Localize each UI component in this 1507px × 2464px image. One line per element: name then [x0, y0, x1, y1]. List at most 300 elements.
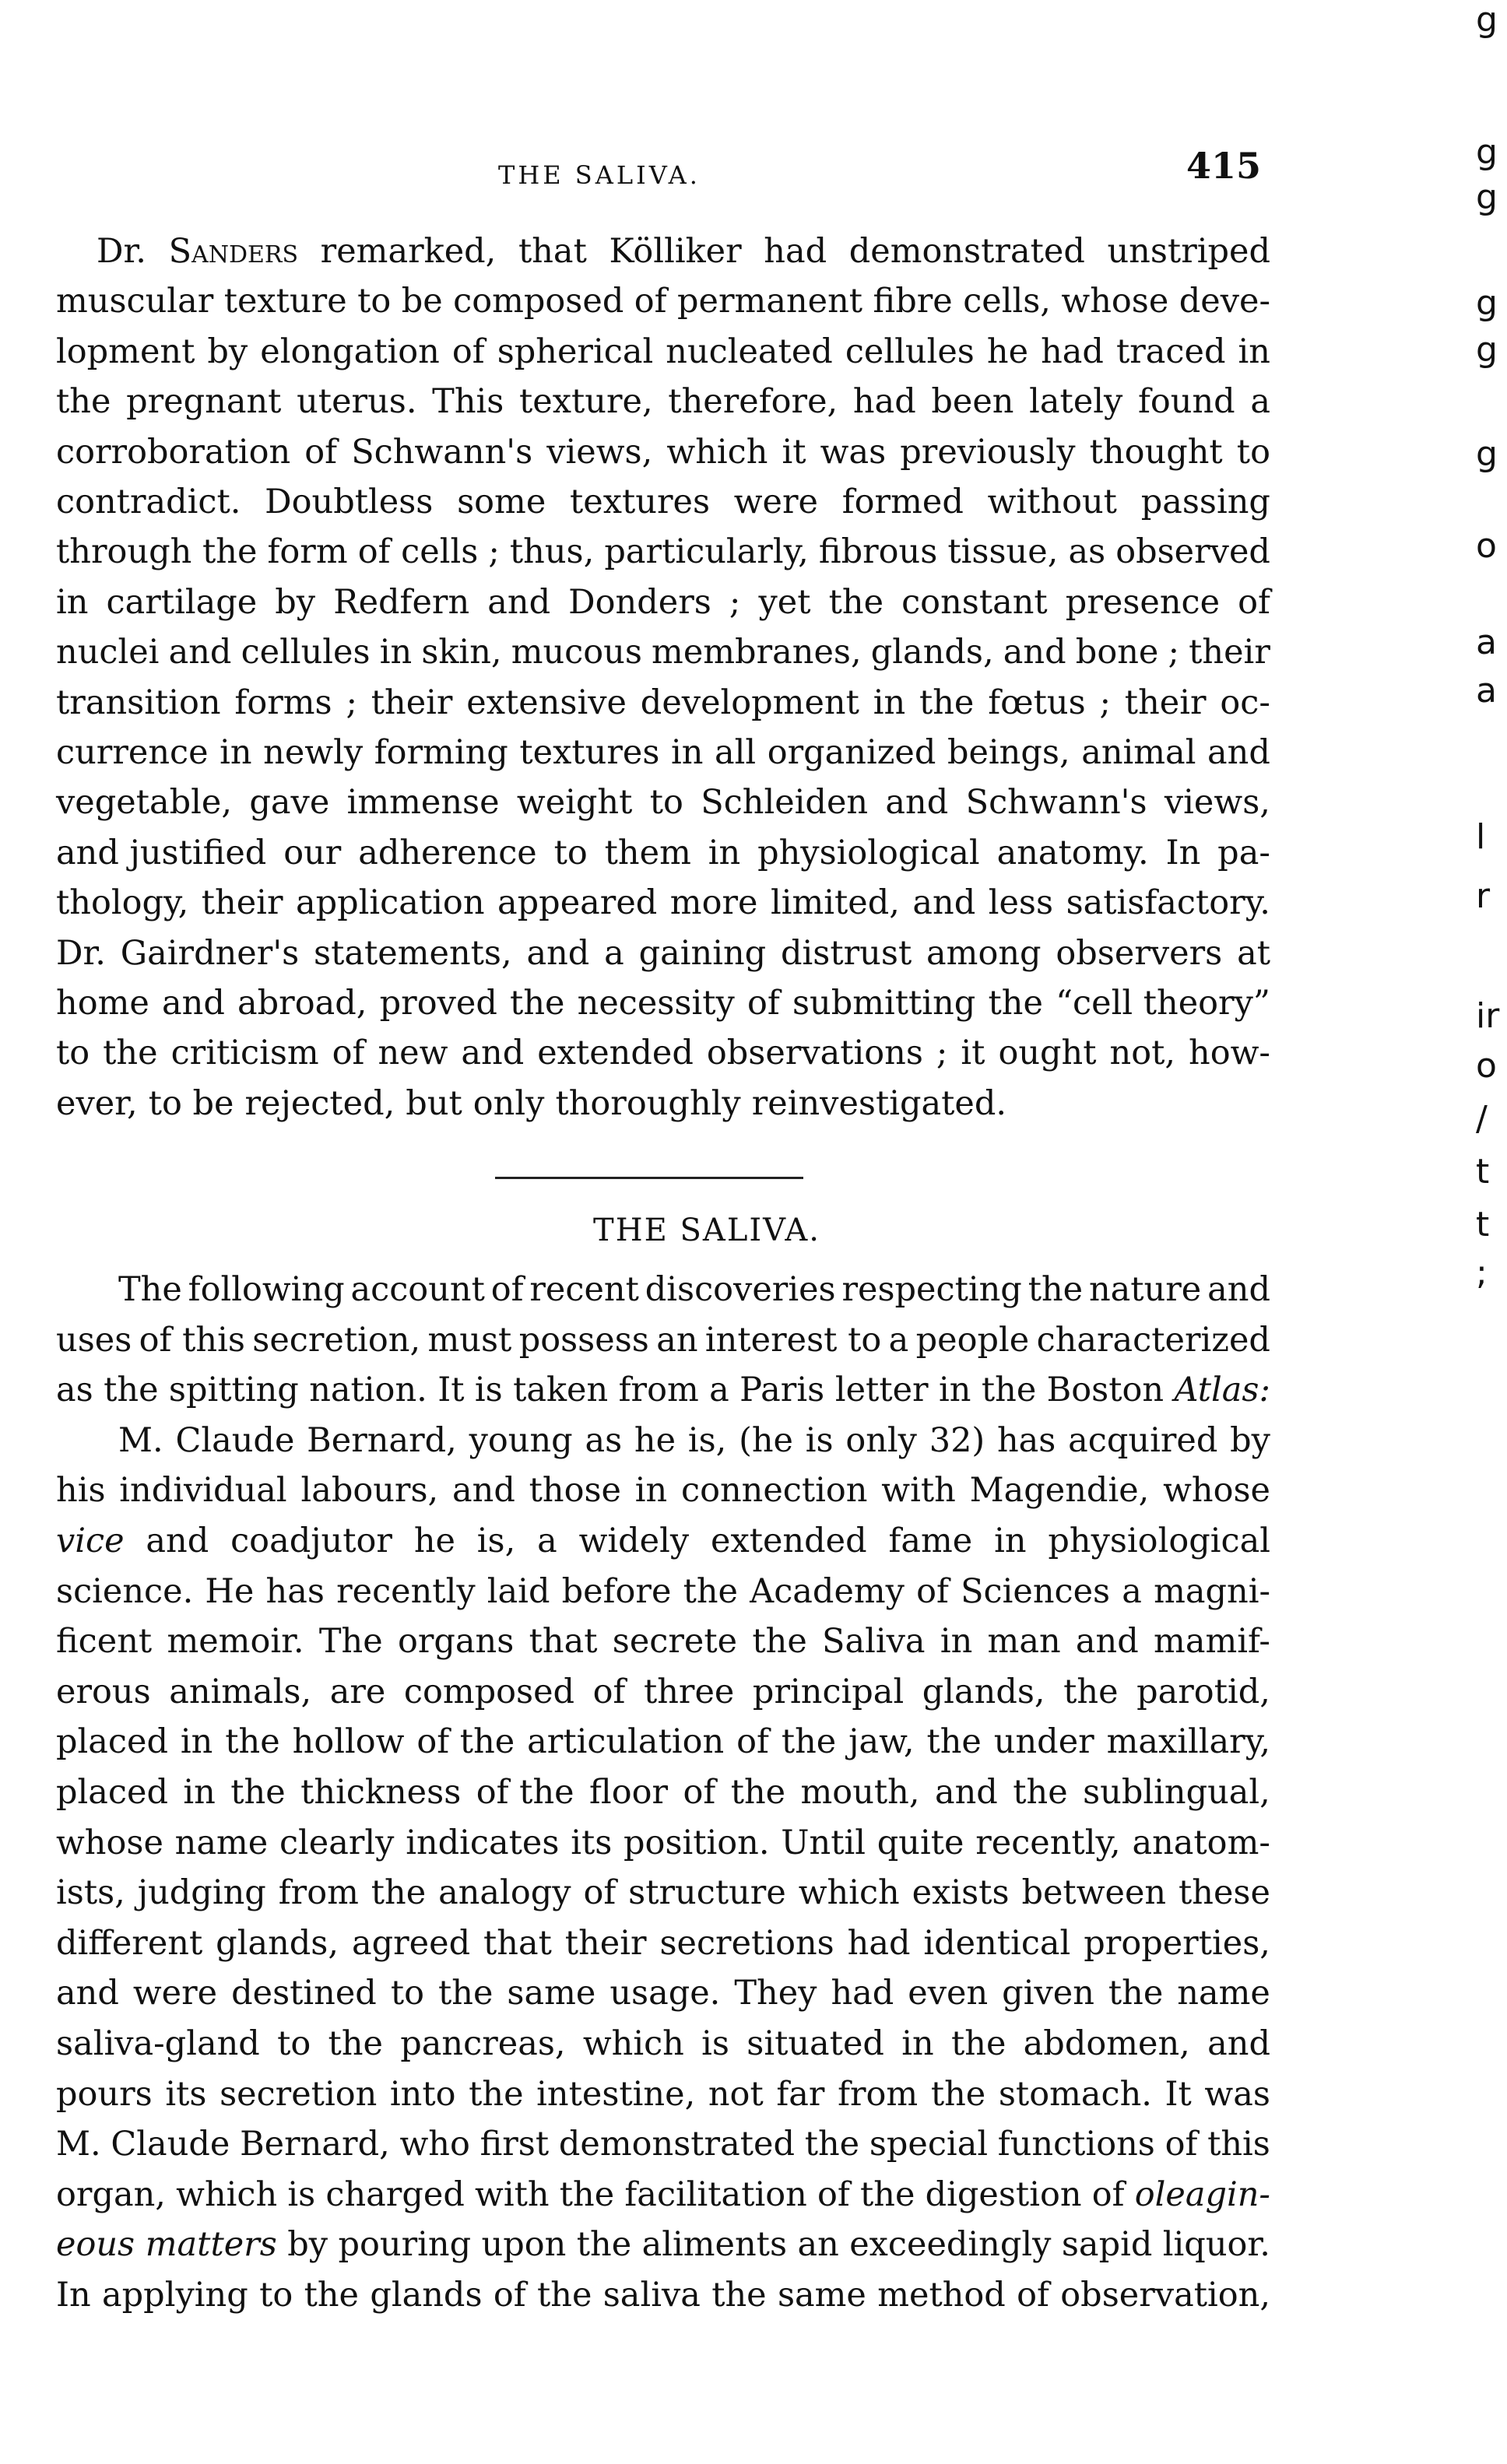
- word: ficent: [56, 1622, 153, 1662]
- word: of: [736, 1722, 769, 1762]
- word: application: [295, 883, 485, 923]
- word: elongation: [260, 332, 440, 371]
- word: was: [820, 432, 887, 472]
- word: their: [564, 1923, 647, 1963]
- word: of cells: [357, 532, 479, 572]
- text-line: [56, 2120, 1270, 2168]
- word: mucous: [511, 633, 642, 672]
- word: Claude: [175, 1420, 295, 1460]
- word: ever,: [56, 1083, 138, 1123]
- word: Schwann's: [965, 783, 1147, 823]
- word: therefore,: [668, 382, 838, 422]
- word: the: [752, 1622, 807, 1662]
- word: In: [1165, 833, 1201, 872]
- text-line: [56, 728, 1270, 777]
- word: was: [1204, 2074, 1270, 2114]
- text-line: [97, 227, 1270, 276]
- word: pregnant: [126, 382, 282, 422]
- word: contradict.: [56, 483, 241, 521]
- word: those: [529, 1471, 622, 1511]
- word: saliva-gland: [56, 2024, 260, 2063]
- word: in: [180, 1722, 213, 1762]
- text-line: [56, 1079, 1270, 1128]
- word: nuclei: [56, 633, 160, 672]
- word: physiological: [1048, 1522, 1270, 1560]
- word: which: [666, 432, 768, 472]
- word: and: [1003, 633, 1066, 672]
- word: acquired: [1068, 1420, 1218, 1460]
- word: the: [56, 382, 111, 422]
- word: organized: [767, 733, 936, 772]
- word: of: [683, 1773, 716, 1812]
- word: criticism: [170, 1034, 319, 1073]
- word: the: [860, 2174, 915, 2214]
- word: ought: [998, 1034, 1097, 1073]
- word: same: [507, 1974, 596, 2013]
- word: Sanders: [168, 232, 299, 271]
- word: the: [926, 1722, 982, 1762]
- word: intestine,: [536, 2074, 696, 2114]
- word: these: [1179, 1873, 1270, 1913]
- word: had: [764, 232, 827, 271]
- word: the: [730, 1773, 786, 1812]
- word: of: [304, 432, 338, 472]
- word: the: [469, 2074, 524, 2114]
- word: charged: [325, 2174, 465, 2214]
- word: jaw,: [848, 1722, 915, 1762]
- word: the: [988, 984, 1043, 1023]
- word: weight: [516, 783, 633, 823]
- word: floor: [589, 1773, 669, 1812]
- word: the: [1013, 1773, 1068, 1812]
- word: extended: [537, 1034, 694, 1073]
- margin-letter: o: [1476, 1046, 1497, 1086]
- word: texture: [223, 282, 347, 321]
- word: indicates: [406, 1823, 560, 1862]
- word: pours: [56, 2074, 153, 2114]
- word: Claude: [111, 2125, 230, 2164]
- word: as: [1068, 532, 1106, 572]
- word: the: [559, 2174, 615, 2214]
- word: Academy: [750, 1571, 905, 1611]
- word: vegetable,: [56, 783, 233, 823]
- word: to: [56, 1034, 90, 1073]
- word: is: [701, 2024, 729, 2063]
- word: Bernard,: [240, 2125, 390, 2164]
- word: fibrous: [818, 532, 938, 572]
- word: rejected,: [244, 1083, 395, 1123]
- word: but: [406, 1083, 462, 1123]
- word: whose: [1163, 1471, 1270, 1511]
- word: that: [483, 1923, 552, 1963]
- word: and: [912, 883, 976, 923]
- word: transition: [56, 683, 221, 722]
- word: (he: [739, 1420, 793, 1460]
- word: at: [1237, 933, 1270, 973]
- word: abdomen,: [1023, 2024, 1190, 2063]
- word: and: [1207, 733, 1270, 772]
- word: in: [873, 683, 906, 722]
- word: recent: [529, 1270, 639, 1309]
- word: from: [278, 1873, 359, 1913]
- word: the: [711, 2276, 767, 2315]
- word: which: [582, 2024, 684, 2063]
- word: currence: [56, 733, 209, 772]
- word: been: [931, 382, 1014, 422]
- word: widely: [578, 1522, 690, 1560]
- word: from: [618, 1371, 699, 1410]
- word: destined: [231, 1974, 377, 2013]
- word: laid: [487, 1571, 550, 1611]
- word: The: [118, 1270, 182, 1309]
- word: ists,: [56, 1873, 125, 1913]
- margin-letter: ir: [1476, 996, 1500, 1036]
- word: distrust: [781, 933, 912, 973]
- word: Until: [781, 1823, 866, 1862]
- text-line: [56, 1668, 1270, 1716]
- word: This: [432, 382, 504, 422]
- margin-letter: g: [1476, 177, 1498, 217]
- word: nation.: [309, 1371, 427, 1410]
- margin-letter: g: [1476, 434, 1498, 474]
- word: the: [437, 1974, 494, 2013]
- word: glands,: [870, 633, 994, 672]
- margin-letter: a: [1476, 623, 1497, 662]
- word: three: [643, 1672, 735, 1711]
- page-number: 415: [1186, 145, 1262, 187]
- word: and: [1207, 2024, 1270, 2063]
- word: organs: [397, 1622, 515, 1662]
- word: ;: [346, 683, 357, 722]
- word: clearly: [279, 1823, 395, 1862]
- word: of: [1164, 2125, 1198, 2164]
- word: of: [451, 332, 485, 371]
- section-divider: [495, 1177, 803, 1179]
- word: in: [56, 582, 89, 622]
- word: views,: [1164, 783, 1270, 823]
- word: pouring: [338, 2225, 472, 2265]
- word: and: [526, 933, 590, 973]
- word: more: [669, 883, 758, 923]
- word: thickness: [300, 1773, 462, 1812]
- word: in: [1238, 332, 1270, 371]
- word: and: [487, 582, 551, 622]
- word: thoroughly: [555, 1083, 741, 1123]
- word: an: [797, 2225, 839, 2265]
- word: to: [259, 2276, 293, 2315]
- word: nature: [1088, 1270, 1202, 1309]
- word: exceedingly: [849, 2225, 1052, 2265]
- word: upon: [481, 2225, 567, 2265]
- word: animals,: [169, 1672, 312, 1711]
- word: to: [649, 783, 683, 823]
- word: with: [881, 1471, 956, 1511]
- word: by: [207, 332, 248, 371]
- text-line: [56, 1718, 1270, 1766]
- word: nucleated: [666, 332, 833, 371]
- word: oc-: [1220, 683, 1270, 722]
- word: that: [518, 232, 587, 271]
- word: in: [183, 1773, 216, 1812]
- word: observations: [706, 1034, 923, 1073]
- word: recently,: [975, 1823, 1121, 1862]
- word: method: [877, 2276, 1006, 2315]
- margin-letter: l: [1476, 817, 1486, 857]
- word: in: [940, 1622, 973, 1662]
- word: beings,: [947, 733, 1070, 772]
- word: form: [267, 532, 348, 572]
- word: ;: [1168, 633, 1179, 672]
- word: the: [1108, 1974, 1164, 2013]
- word: fame: [888, 1522, 973, 1560]
- text-line: [56, 1869, 1270, 1917]
- word: by: [287, 2225, 328, 2265]
- word: and: [452, 1471, 515, 1511]
- word: glands,: [922, 1672, 1045, 1711]
- word: position.: [624, 1823, 770, 1862]
- word: Gairdner's: [120, 933, 300, 973]
- word: by: [275, 582, 316, 622]
- text-line: [56, 2220, 1270, 2269]
- word: gave: [249, 783, 330, 823]
- word: possess: [518, 1320, 649, 1360]
- text-line: [56, 328, 1270, 376]
- word: and: [161, 984, 225, 1023]
- word: tissue,: [947, 532, 1059, 572]
- word: are: [329, 1672, 386, 1711]
- word: and: [461, 1034, 525, 1073]
- word: had: [852, 382, 916, 422]
- word: structure: [628, 1873, 786, 1913]
- word: observers: [1056, 933, 1223, 973]
- text-line: [56, 2070, 1270, 2118]
- word: a: [537, 1522, 557, 1560]
- text-line: [56, 679, 1270, 727]
- word: M.: [56, 2125, 101, 2164]
- word: Boston: [1046, 1371, 1164, 1410]
- word: of: [490, 1270, 524, 1309]
- word: cellules: [241, 633, 371, 672]
- word: of: [1017, 2276, 1049, 2315]
- word: of: [634, 282, 667, 321]
- word: Donders: [568, 582, 711, 622]
- word: They: [734, 1974, 817, 2013]
- word: agreed: [351, 1923, 471, 1963]
- word: had: [1041, 332, 1104, 371]
- word: the: [919, 683, 975, 722]
- word: the: [371, 1873, 427, 1913]
- word: of the: [476, 1773, 574, 1812]
- word: textures: [570, 483, 711, 521]
- word: anatom-: [1132, 1823, 1270, 1862]
- word: hollow: [292, 1722, 405, 1762]
- word: people: [915, 1320, 1030, 1360]
- word: in: [901, 2024, 934, 2063]
- word: appeared: [497, 883, 658, 923]
- word: in: [670, 733, 704, 772]
- word: statements,: [314, 933, 512, 973]
- word: its: [571, 1823, 613, 1862]
- word: uses: [56, 1320, 132, 1360]
- word: passing: [1140, 483, 1270, 521]
- word: placed: [56, 1773, 168, 1812]
- word: home: [56, 984, 149, 1023]
- word: less: [988, 883, 1054, 923]
- word: corroboration: [56, 432, 291, 472]
- word: to: [553, 833, 588, 872]
- word: quite: [876, 1823, 964, 1862]
- word: secrete: [612, 1622, 738, 1662]
- text-line: [56, 1366, 1270, 1414]
- word: their: [201, 883, 283, 923]
- word: forms: [234, 683, 332, 722]
- word: views,: [546, 432, 653, 472]
- word: constant: [901, 582, 1048, 622]
- word: given: [1002, 1974, 1094, 2013]
- section-heading-container: [0, 1213, 1507, 1248]
- word: his: [56, 1471, 106, 1511]
- word: labours,: [300, 1471, 439, 1511]
- word: composed: [403, 1672, 575, 1711]
- margin-letter: t: [1476, 1152, 1490, 1192]
- text-line: [56, 1316, 1270, 1364]
- word: eous matters: [56, 2225, 277, 2265]
- word: characterized: [1036, 1320, 1270, 1360]
- word: secretion: [220, 2074, 378, 2114]
- word: to: [390, 1974, 424, 2013]
- margin-letter: g: [1476, 283, 1498, 323]
- word: different: [56, 1923, 203, 1963]
- word: account: [350, 1270, 485, 1309]
- word: of: [817, 2174, 850, 2214]
- word: all: [714, 733, 757, 772]
- word: memoir.: [167, 1622, 304, 1662]
- word: erous: [56, 1672, 151, 1711]
- word: to: [357, 282, 392, 321]
- word: among: [926, 933, 1042, 973]
- word: spitting: [168, 1371, 299, 1410]
- word: membranes,: [652, 633, 862, 672]
- word: articulation: [527, 1722, 725, 1762]
- word: aliments: [641, 2225, 788, 2265]
- word: the: [103, 1034, 158, 1073]
- word: thus,: [509, 532, 595, 572]
- word: following: [188, 1270, 345, 1309]
- word: them: [604, 833, 691, 872]
- word: whose: [56, 1823, 163, 1862]
- word: in: [379, 633, 413, 672]
- word: as: [585, 1420, 623, 1460]
- word: of: [1238, 582, 1270, 622]
- margin-letter: t: [1476, 1205, 1490, 1244]
- word: from: [838, 2074, 919, 2114]
- word: their: [1124, 683, 1207, 722]
- word: properties,: [1084, 1923, 1270, 1963]
- word: facilitation: [624, 2174, 807, 2214]
- word: far: [776, 2074, 825, 2114]
- word: special: [869, 2125, 989, 2164]
- word: interest to: [704, 1320, 882, 1360]
- word: Schwann's: [351, 432, 533, 472]
- word: under: [993, 1722, 1094, 1762]
- word: to: [277, 2024, 311, 2063]
- word: not,: [1109, 1034, 1176, 1073]
- word: forming: [374, 733, 508, 772]
- text-line: [56, 879, 1270, 927]
- text-line: [56, 778, 1270, 827]
- word: and: [934, 1773, 998, 1812]
- word: extended: [711, 1522, 867, 1560]
- word: development: [640, 683, 859, 722]
- text-line: [56, 929, 1270, 978]
- word: he: [413, 1522, 455, 1560]
- word: had: [831, 1974, 894, 2013]
- word: in: [634, 1471, 668, 1511]
- word: who: [399, 2125, 470, 2164]
- word: through the: [56, 532, 258, 572]
- word: maxillary,: [1106, 1722, 1270, 1762]
- word: to: [1236, 432, 1270, 472]
- word: sapid: [1061, 2225, 1153, 2265]
- word: muscular: [56, 282, 214, 321]
- text-line: [56, 2171, 1270, 2219]
- word: to be: [148, 1083, 234, 1123]
- word: organ,: [56, 2174, 166, 2214]
- word: formed: [841, 483, 964, 521]
- word: unstriped: [1107, 232, 1270, 271]
- word: the: [328, 2024, 383, 2063]
- word: Bernard,: [307, 1420, 457, 1460]
- margin-letter: ;: [1476, 1253, 1488, 1293]
- word: same: [777, 2276, 866, 2315]
- word: parotid,: [1136, 1672, 1270, 1711]
- text-line: [56, 1768, 1270, 1816]
- word: between: [1021, 1873, 1167, 1913]
- word: composed: [453, 282, 624, 321]
- word: 32): [929, 1420, 985, 1460]
- word: a: [1250, 382, 1270, 422]
- word: and: [168, 633, 232, 672]
- word: It: [437, 1371, 465, 1410]
- word: animal: [1081, 733, 1196, 772]
- word: an: [656, 1320, 698, 1360]
- word: the: [576, 2225, 632, 2265]
- word: new: [378, 1034, 448, 1073]
- word: the: [1063, 1672, 1119, 1711]
- word: necessity: [577, 984, 735, 1023]
- word: which: [176, 2174, 278, 2214]
- word: thought: [1089, 432, 1223, 472]
- word: the: [225, 1722, 280, 1762]
- word: in: [994, 1522, 1027, 1560]
- word: secretion,: [252, 1320, 421, 1360]
- margin-letter: o: [1476, 526, 1497, 566]
- text-line: [56, 478, 1270, 526]
- word: whose: [1061, 282, 1169, 321]
- word: saliva: [602, 2276, 701, 2315]
- word: abroad,: [237, 984, 367, 1023]
- word: situated: [746, 2024, 884, 2063]
- word: the: [230, 1773, 286, 1812]
- word: physiological: [757, 833, 980, 872]
- word: is,: [687, 1420, 727, 1460]
- word: exists: [912, 1873, 1010, 1913]
- word: submitting: [792, 984, 976, 1023]
- word: ;: [729, 582, 741, 622]
- word: a: [888, 1320, 909, 1360]
- text-line: [118, 1416, 1270, 1465]
- word: analogy: [438, 1873, 571, 1913]
